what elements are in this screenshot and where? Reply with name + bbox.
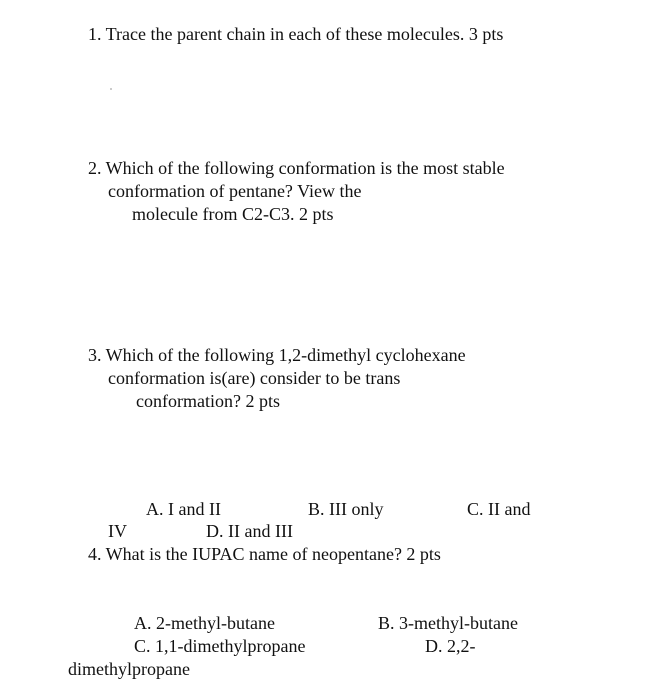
- question-4-option-d: D. 2,2-: [425, 636, 476, 656]
- question-4-option-c: C. 1,1-dimethylpropane: [134, 636, 306, 656]
- question-3-line-3: conformation? 2 pts: [136, 391, 280, 411]
- question-4-option-a: A. 2-methyl-butane: [134, 613, 275, 633]
- question-3-option-d: D. II and III: [206, 521, 293, 541]
- question-3-option-a: A. I and II: [146, 499, 221, 519]
- question-1-text: 1. Trace the parent chain in each of these molecules. 3 pts: [88, 24, 504, 44]
- question-2-line-1: 2. Which of the following conformation is the most stable: [88, 158, 505, 178]
- question-3-option-c-continued: IV: [108, 521, 127, 541]
- question-2-line-2: conformation of pentane? View the: [108, 181, 362, 201]
- question-3-option-c: C. II and: [467, 499, 531, 519]
- question-2-line-3: molecule from C2-C3. 2 pts: [132, 204, 334, 224]
- question-3-line-2: conformation is(are) consider to be trans: [108, 368, 401, 388]
- question-4-option-b: B. 3-methyl-butane: [378, 613, 518, 633]
- question-3-option-b: B. III only: [308, 499, 384, 519]
- question-3-line-1: 3. Which of the following 1,2-dimethyl cyclohexane: [88, 345, 466, 365]
- question-4-text: 4. What is the IUPAC name of neopentane? 2 pts: [88, 544, 441, 564]
- question-4-option-d-continued: dimethylpropane: [68, 659, 190, 679]
- image-placeholder-dot: [110, 88, 112, 90]
